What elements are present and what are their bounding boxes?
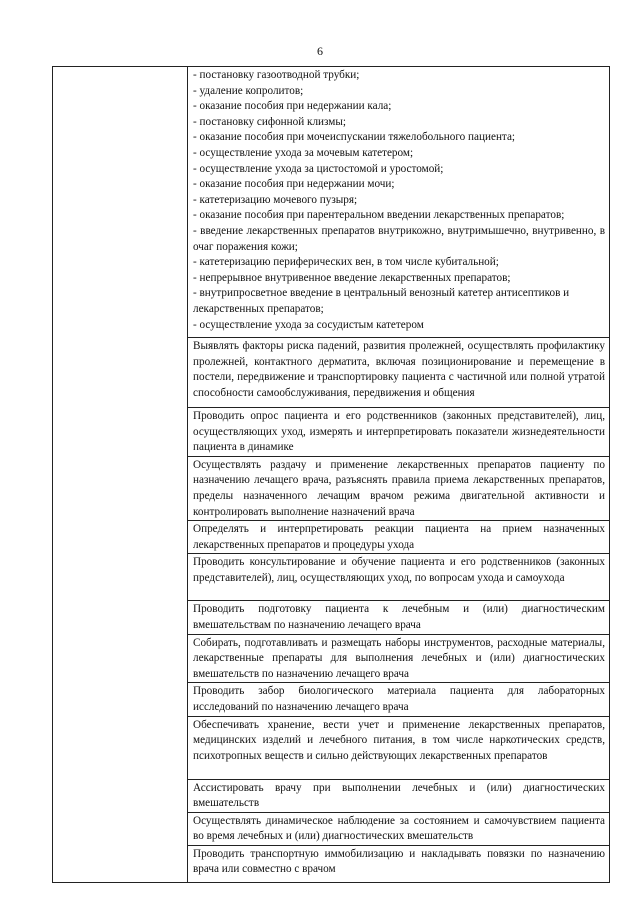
list-item: - катетеризацию мочевого пузыря; <box>193 193 358 206</box>
requirement-text: Проводить консультирование и обучение пациента и его родственников (законных представителей), лиц, осуществляющих уход, по вопросам ухода и самоухода <box>193 556 605 584</box>
table-row <box>53 67 610 338</box>
requirement-cell <box>188 812 610 845</box>
list-item: - введение лекарственных препаратов внутрикожно, внутримышечно, внутривенно, в очаг поражения кожи; <box>193 224 605 253</box>
requirement-text: Осуществлять раздачу и применение лекарственных препаратов пациенту по назначению лечащего врача, разъяснять правила приема лекарственных препаратов, пределы назначенного лечащим врачом режима двигательной активности и контролировать выполнение назначений врача <box>193 458 605 518</box>
requirement-text: Осуществлять динамическое наблюдение за состоянием и самочувствием пациента во время лечебных и (или) диагностических вмешательств <box>193 814 605 843</box>
procedure-list-cell <box>188 67 610 338</box>
requirement-text: Выявлять факторы риска падений, развития пролежней, осуществлять профилактику пролежней, контактного дерматита, включая позиционирование и перемещение в постели, передвижение и транспортировку пациента с частичной или полной утратой способности самообслуживания, передвижения и общения <box>193 340 605 399</box>
list-item: - катетеризацию периферических вен, в том числе кубитальной; <box>193 256 499 269</box>
list-item: - осуществление ухода за цистостомой и уростомой; <box>193 162 444 175</box>
list-item: - оказание пособия при мочеиспускании тяжелобольного пациента; <box>193 131 516 144</box>
list-item: - оказание пособия при недержании кала; <box>193 100 392 113</box>
list-item: - постановку сифонной клизмы; <box>193 115 346 128</box>
requirement-cell <box>188 408 610 457</box>
list-item: - постановку газоотводной трубки; <box>193 69 360 81</box>
requirement-text: Проводить транспортную иммобилизацию и накладывать повязки по назначению врача или совместно с врачом <box>193 847 605 876</box>
requirement-text: Проводить подготовку пациента к лечебным и (или) диагностическим вмешательствам по назначению лечащего врача <box>193 603 605 631</box>
requirement-text: Обеспечивать хранение, вести учет и применение лекарственных препаратов, медицинских изделий и лечебного питания, в том числе наркотических средств, психотропных веществ и сильно действующих лекарственных препаратов <box>193 718 605 762</box>
list-item: - внутрипросветное введение в центральный венозный катетер антисептиков и лекарственных препаратов; <box>193 287 570 315</box>
requirement-cell <box>188 845 610 882</box>
requirement-text: Проводить опрос пациента и его родственников (законных представителей), лиц, осуществляющих уход, измерять и интерпретировать показатели жизнедеятельности пациента в динамике <box>193 410 605 454</box>
list-item: - оказание пособия при парентеральном введении лекарственных препаратов; <box>193 209 565 222</box>
requirement-text: Собирать, подготавливать и размещать наборы инструментов, расходные материалы, лекарственные препараты для выполнения лечебных и (или) диагностических вмешательств по назначению лечащего врача <box>193 636 605 680</box>
list-item: - оказание пособия при недержании мочи; <box>193 178 395 191</box>
requirements-table <box>52 66 610 883</box>
requirement-cell <box>188 456 610 520</box>
list-item: - непрерывное внутривенное введение лекарственных препаратов; <box>193 271 511 284</box>
requirement-cell <box>188 554 610 601</box>
requirement-cell <box>188 683 610 716</box>
requirement-cell <box>188 634 610 683</box>
left-column-cell <box>53 67 188 883</box>
list-item: - осуществление ухода за сосудистым катетером <box>193 318 424 331</box>
requirement-cell <box>188 779 610 812</box>
page-number: 6 <box>317 44 323 58</box>
requirement-cell <box>188 716 610 779</box>
list-item: - осуществление ухода за мочевым катетером; <box>193 146 414 159</box>
requirement-text: Проводить забор биологического материала пациента для лабораторных исследований по назначению лечащего врача <box>193 685 605 713</box>
requirement-cell <box>188 521 610 554</box>
requirement-cell <box>188 601 610 634</box>
requirement-text: Ассистировать врачу при выполнении лечебных и (или) диагностических вмешательств <box>193 781 605 810</box>
requirement-text: Определять и интерпретировать реакции пациента на прием назначенных лекарственных препаратов и процедуры ухода <box>193 523 605 551</box>
requirement-cell <box>188 338 610 408</box>
list-item: - удаление копролитов; <box>193 84 304 97</box>
